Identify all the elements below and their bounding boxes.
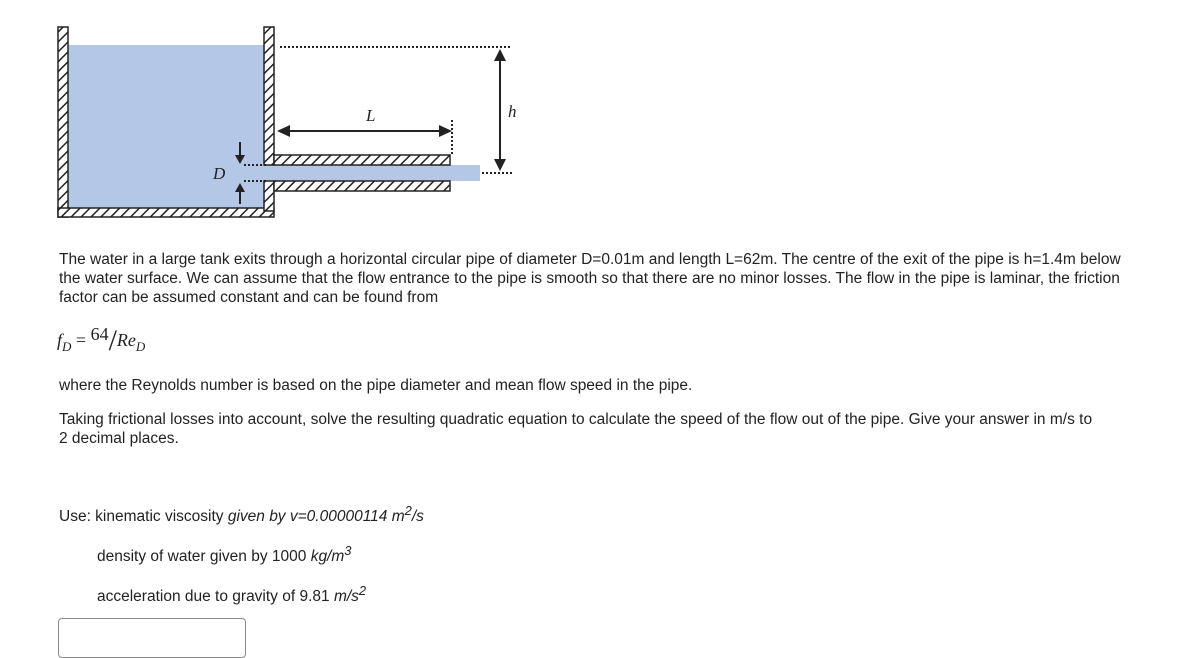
label-d: D [213,164,226,183]
tank-water [68,45,264,212]
use-unit: m [391,508,405,526]
gravity-sup: 2 [358,583,367,598]
pipe-water [264,165,480,181]
use-gravity [97,583,366,606]
task-statement: Taking frictional losses into account, solve the resulting quadratic equation to calculate the speed of the flow out of the pipe. Give your answer in m/s to 2 decimal places. [59,411,1093,447]
use-viscosity [59,503,424,526]
formula-numerator: 64 [90,324,109,344]
use-density [97,543,351,566]
gravity-prefix: acceleration due to gravity of 9.81 [97,588,334,606]
density-unit: kg/m [310,548,345,566]
h-arrow-head-up [494,49,506,61]
tank-right-wall [264,27,274,165]
label-l: L [366,106,376,125]
formula-slash: / [108,324,117,357]
formula-denominator: Re [116,330,136,350]
gravity-unit: m/s [333,588,359,606]
formula-f: f [57,330,63,350]
tank-right-wall-lower [264,181,274,211]
label-h: h [508,102,517,121]
tank-bottom [58,208,274,217]
h-arrow-head-down [494,159,506,171]
formula-denominator-sub: D [135,339,146,354]
l-arrow-head-right [439,125,452,137]
tank-left-wall [58,27,68,217]
density-sup: 3 [344,543,352,558]
use-given: given by v=0.00000114 [227,508,392,526]
formula-equals: = [71,330,91,350]
reynolds-note: where the Reynolds number is based on the pipe diameter and mean flow speed in the pipe. [59,377,693,394]
use-prefix: Use: kinematic viscosity [59,508,228,526]
formula-f-sub: D [62,339,72,354]
use-unit-sup: 2 [404,503,412,518]
pipe-bottom-wall [274,181,450,191]
tank-pipe-diagram [0,0,560,230]
problem-statement: The water in a large tank exits through a horizontal circular pipe of diameter D=0.01m and length L=62m. The centre of the exit of the pipe is h=1.4m below the water surface. We can assume that the flow entrance to the pipe is smooth so that there are no minor losses. The flow in the pipe is laminar, the friction factor can be assumed constant and can be found from [59,251,1121,306]
pipe-top-wall [274,155,450,165]
friction-factor-formula [57,320,146,357]
density-prefix: density of water given by 1000 [97,548,311,566]
answer-input[interactable] [58,618,246,658]
use-unit-tail: /s [411,508,424,526]
l-arrow-head-left [277,125,290,137]
